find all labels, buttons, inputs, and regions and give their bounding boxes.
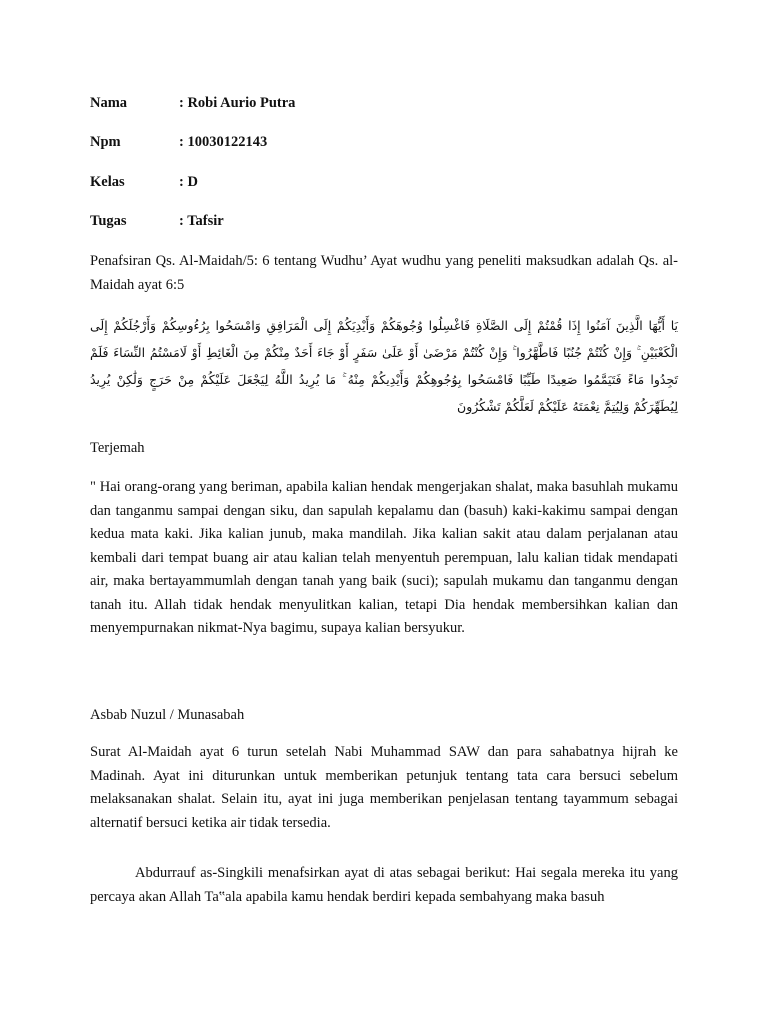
kelas-value: : D [179,174,198,190]
intro-paragraph: Penafsiran Qs. Al-Maidah/5: 6 tentang Wudhu’ Ayat wudhu yang peneliti maksudkan adalah Qs. al-Maidah ayat 6:5 [90,253,678,293]
npm-value: : 10030122143 [179,134,268,150]
asbab-heading: Asbab Nuzul / Munasabah [90,707,245,723]
name-label: Nama [90,95,128,111]
kelas-label: Kelas [90,174,125,190]
terjemah-paragraph: " Hai orang-orang yang beriman, apabila kalian hendak mengerjakan shalat, maka basuhlah mukamu dan tanganmu sampai dengan siku, dan sapulah kepalamu dan (basuh) kaki-kakimu sampai dengan kedua mata kaki. Jika kalian junub, maka mandilah. Jika kalian sakit atau dalam perjalanan atau kembali dari tempat buang air atau kalian telah menyentuh perempuan, lalu kalian tidak mendapati air, maka bertayammumlah dengan tanah yang baik (suci); sapulah mukamu dan tanganmu dengan tanah itu. Allah tidak hendak menyulitkan kalian, tetapi Dia hendak membersihkan kalian dan menyempurnakan nikmat-Nya bagimu, supaya kalian bersyukur. [90,479,678,636]
name-value: : Robi Aurio Putra [179,95,296,111]
abdurrauf-paragraph: Abdurrauf as-Singkili menafsirkan ayat di atas sebagai berikut: Hai segala mereka itu yang percaya akan Allah Ta‟ala apabila kamu hendak berdiri kepada sembahyang maka basuh [90,865,678,905]
asbab-paragraph: Surat Al-Maidah ayat 6 turun setelah Nabi Muhammad SAW dan para sahabatnya hijrah ke Madinah. Ayat ini diturunkan untuk memberikan petunjuk tentang tata cara bersuci sebelum melaksanakan shalat. Selain itu, ayat ini juga memberikan penjelasan tentang tayammum sebagai alternatif bersuci ketika air tidak tersedia. [90,744,678,831]
tugas-value: : Tafsir [179,213,224,229]
npm-label: Npm [90,134,121,150]
tugas-label: Tugas [90,213,127,229]
arabic-verse: يَا أَيُّهَا الَّذِينَ آمَنُوا إِذَا قُمْتُمْ إِلَى الصَّلَاةِ فَاغْسِلُوا وُجُوهَكُمْ وَأَيْدِيَكُمْ إِلَى الْمَرَافِقِ وَامْسَحُوا بِرُءُوسِكُمْ وَأَرْجُلَكُمْ إِلَى الْكَعْبَيْنِ ۚ وَإِنْ كُنْتُمْ جُنُبًا فَاطَّهَّرُوا ۚ وَإِنْ كُنْتُمْ مَرْضَىٰ أَوْ عَلَىٰ سَفَرٍ أَوْ جَاءَ أَحَدٌ مِنْكُمْ مِنَ الْغَائِطِ أَوْ لَامَسْتُمُ النِّسَاءَ فَلَمْ تَجِدُوا مَاءً فَتَيَمَّمُوا صَعِيدًا طَيِّبًا فَامْسَحُوا بِوُجُوهِكُمْ وَأَيْدِيكُمْ مِنْهُ ۚ مَا يُرِيدُ اللَّهُ لِيَجْعَلَ عَلَيْكُمْ مِنْ حَرَجٍ وَلَٰكِنْ يُرِيدُ لِيُطَهِّرَكُمْ وَلِيُتِمَّ نِعْمَتَهُ عَلَيْكُمْ لَعَلَّكُمْ تَشْكُرُونَ [90,318,678,414]
terjemah-heading: Terjemah [90,440,145,456]
